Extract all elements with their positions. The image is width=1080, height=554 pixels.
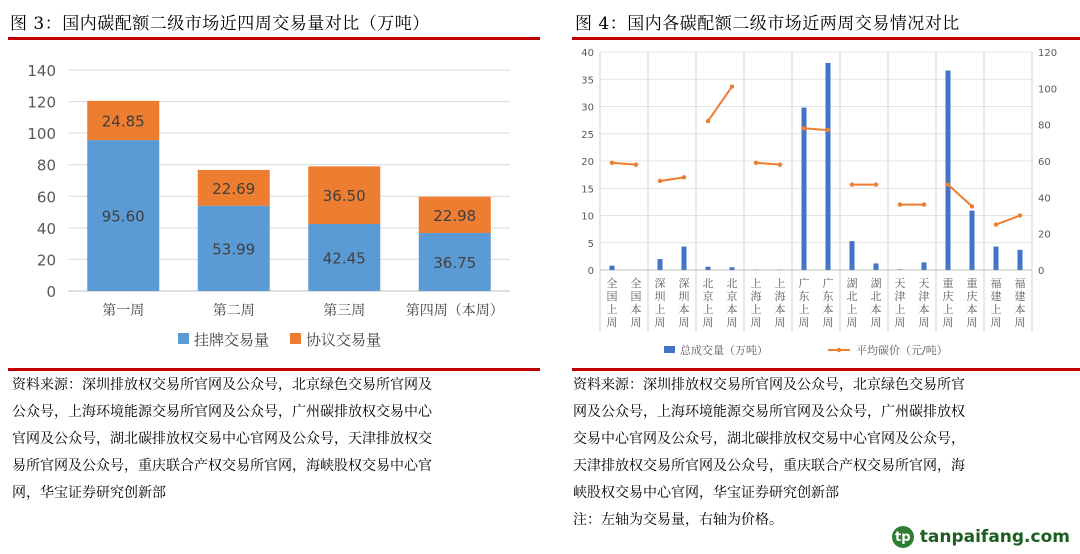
y-right-tick-label: 40 <box>1038 193 1051 205</box>
price-line-segment <box>996 216 1020 225</box>
bar <box>730 267 735 270</box>
legend-label: 总成交量（万吨） <box>680 344 768 357</box>
data-label: 95.60 <box>101 207 145 226</box>
x-tick-label: 上海上周 <box>750 277 762 329</box>
price-point <box>730 84 734 88</box>
x-tick-label: 深圳上周 <box>654 277 666 329</box>
price-point <box>754 161 758 165</box>
y-left-tick-label: 35 <box>581 75 594 87</box>
figure-3-title: 图 3：国内碳配额二级市场近四周交易量对比（万吨） <box>10 14 430 34</box>
source-line: 网及公众号，上海环境能源交易所官网及公众号，广州碳排放权 <box>573 404 965 420</box>
figure-4-panel <box>540 0 1080 554</box>
source-text <box>12 372 532 507</box>
price-line-segment <box>804 128 828 130</box>
x-tick-label: 北京本周 <box>726 277 738 329</box>
x-tick-label: 天津上周 <box>894 277 906 329</box>
bar <box>706 267 711 270</box>
y-left-tick-label: 40 <box>581 48 594 59</box>
bar <box>682 247 687 270</box>
price-point <box>826 128 830 132</box>
bar <box>826 63 831 270</box>
bar <box>946 71 951 270</box>
bar <box>1018 250 1023 270</box>
price-point <box>898 202 902 206</box>
bar <box>874 263 879 270</box>
price-point <box>970 204 974 208</box>
x-tick-label: 第三周 <box>323 303 366 319</box>
y-left-tick-label: 30 <box>581 102 594 114</box>
y-tick-label: 80 <box>36 156 56 175</box>
price-point <box>634 162 638 166</box>
y-tick-label: 0 <box>46 283 56 301</box>
bar <box>898 269 903 270</box>
price-line-segment <box>660 177 684 181</box>
data-label: 22.69 <box>212 179 256 198</box>
bar <box>658 259 663 270</box>
stacked-bar-chart <box>0 0 540 370</box>
price-point <box>610 161 614 165</box>
y-left-tick-label: 0 <box>587 266 594 277</box>
y-tick-label: 120 <box>27 93 56 112</box>
price-point <box>994 222 998 226</box>
source-line: 公众号，上海环境能源交易所官网及公众号，广州碳排放权交易中心 <box>12 404 432 420</box>
bar <box>850 241 855 270</box>
x-tick-label: 全国上周 <box>606 277 618 329</box>
bar <box>922 262 927 270</box>
x-tick-label: 上海本周 <box>774 277 786 329</box>
x-tick-label: 第一周 <box>102 303 145 319</box>
legend-swatch <box>290 333 301 344</box>
x-tick-label: 湖北上周 <box>846 277 858 329</box>
y-right-tick-label: 60 <box>1038 157 1051 168</box>
x-tick-label: 湖北本周 <box>870 277 882 329</box>
source-rule <box>572 368 1080 371</box>
x-tick-label: 第二周 <box>212 303 255 319</box>
price-point <box>850 182 854 186</box>
source-line: 官网及公众号，湖北碳排放权交易中心官网及公众号，天津排放权交 <box>12 431 432 447</box>
price-line-segment <box>756 163 780 165</box>
data-label: 36.50 <box>322 187 366 206</box>
legend-label: 挂牌交易量 <box>194 331 270 349</box>
figure-4-title: 图 4：国内各碳配额二级市场近两周交易情况对比 <box>575 14 960 34</box>
y-tick-label: 140 <box>27 62 56 80</box>
leaf-icon: tp <box>892 526 914 548</box>
source-line: 注：左轴为交易量，右轴为价格。 <box>573 512 783 528</box>
price-point <box>802 126 806 130</box>
source-line: 易所官网及公众号，重庆联合产权交易所官网，海峡股权交易中心官 <box>12 458 432 474</box>
legend-swatch <box>664 346 675 353</box>
x-tick-label: 北京上周 <box>702 277 714 329</box>
y-right-tick-label: 80 <box>1038 120 1051 132</box>
bar <box>802 108 807 270</box>
price-point <box>946 182 950 186</box>
x-tick-label: 深圳本周 <box>678 277 690 329</box>
source-line: 资料来源：深圳排放权交易所官网及公众号，北京绿色交易所官网及 <box>12 377 432 393</box>
price-line-segment <box>612 163 636 165</box>
y-left-tick-label: 25 <box>581 129 594 141</box>
data-label: 53.99 <box>212 240 256 259</box>
bar <box>994 247 999 270</box>
legend-label: 协议交易量 <box>306 331 382 349</box>
source-line: 资料来源：深圳排放权交易所官网及公众号，北京绿色交易所官 <box>573 377 965 393</box>
data-label: 24.85 <box>101 112 145 131</box>
x-tick-label: 重庆本周 <box>966 277 978 329</box>
price-point <box>706 119 710 123</box>
x-tick-label: 福建上周 <box>990 277 1002 329</box>
source-line: 交易中心官网及公众号，湖北碳排放权交易中心官网及公众号， <box>573 431 965 447</box>
y-tick-label: 60 <box>36 188 56 207</box>
y-tick-label: 20 <box>36 251 56 270</box>
x-tick-label: 广东上周 <box>798 277 810 329</box>
bar <box>610 266 615 270</box>
y-left-tick-label: 15 <box>581 184 594 196</box>
y-right-tick-label: 120 <box>1038 48 1058 59</box>
bar <box>970 211 975 270</box>
data-label: 36.75 <box>433 253 477 272</box>
bar-line-chart <box>540 0 1080 370</box>
y-left-tick-label: 20 <box>581 157 594 168</box>
source-line: 峡股权交易中心官网，华宝证券研究创新部 <box>573 485 839 501</box>
source-line: 网，华宝证券研究创新部 <box>12 485 166 501</box>
y-tick-label: 40 <box>36 219 56 238</box>
source-line: 天津排放权交易所官网及公众号，重庆联合产权交易所官网，海 <box>573 458 965 474</box>
price-point <box>1018 213 1022 217</box>
source-rule <box>8 368 540 371</box>
y-right-tick-label: 100 <box>1038 84 1058 96</box>
x-tick-label: 重庆上周 <box>942 277 954 329</box>
y-left-tick-label: 10 <box>581 211 594 223</box>
legend-label: 平均碳价（元/吨） <box>856 344 948 357</box>
site-logo[interactable] <box>892 526 1070 548</box>
legend-marker <box>837 348 841 352</box>
x-tick-label: 福建本周 <box>1014 277 1026 329</box>
price-point <box>658 179 662 183</box>
x-tick-label: 广东本周 <box>822 277 834 329</box>
price-point <box>922 202 926 206</box>
y-tick-label: 100 <box>27 125 56 144</box>
data-label: 42.45 <box>322 249 366 268</box>
source-text <box>573 372 1078 534</box>
y-right-tick-label: 0 <box>1038 266 1045 277</box>
price-point <box>682 175 686 179</box>
logo-text: tanpaifang.com <box>919 527 1070 547</box>
legend-swatch <box>178 333 189 344</box>
data-label: 22.98 <box>433 206 477 225</box>
y-right-tick-label: 20 <box>1038 229 1051 241</box>
y-left-tick-label: 5 <box>587 238 594 250</box>
price-point <box>874 182 878 186</box>
x-tick-label: 全国本周 <box>630 277 642 329</box>
price-line-segment <box>708 87 732 122</box>
x-tick-label: 第四周（本周） <box>405 303 504 319</box>
price-point <box>778 162 782 166</box>
x-tick-label: 天津本周 <box>918 277 930 329</box>
